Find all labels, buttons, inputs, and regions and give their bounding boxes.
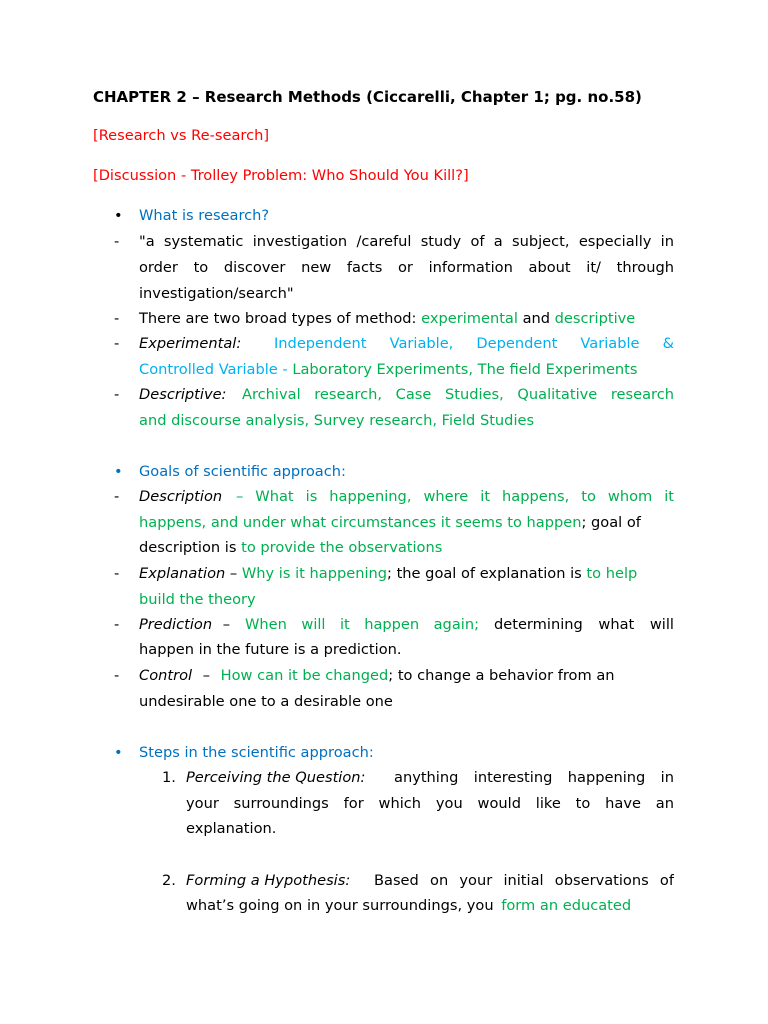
step-number: 1. [162, 769, 176, 786]
dash-glyph: - [114, 488, 120, 505]
description-goal: description is [139, 539, 237, 556]
descriptive-label: Descriptive: [139, 386, 227, 403]
description-goal: ; goal of [581, 514, 641, 531]
note-research-vs-research: [Research vs Re-search] [93, 127, 270, 144]
explanation-label: Explanation [139, 565, 226, 582]
definition-line: order to discover new facts or information about it/ through [139, 259, 674, 276]
section-heading: Goals of scientific approach: [139, 463, 346, 480]
section-heading: What is research? [139, 207, 270, 224]
explanation-goal: ; the goal of explanation is [387, 565, 582, 582]
dash-glyph: - [114, 565, 120, 582]
prediction-dash: – [222, 616, 231, 633]
explanation-text: Why is it happening [241, 565, 388, 582]
prediction-goal: happen in the future is a prediction. [139, 641, 402, 658]
prediction-text: When will it happen again; [245, 616, 479, 633]
control-goal-start: ; to change a behavior from an [388, 667, 615, 684]
type-descriptive: descriptive [554, 310, 636, 327]
step-label: Forming a Hypothesis: [186, 872, 351, 889]
dash-glyph: - [114, 386, 120, 403]
explanation-goal-text: build the theory [139, 591, 256, 608]
definition-line: "a systematic investigation /careful study of a subject, especially in [139, 233, 674, 250]
dash-glyph: - [114, 335, 120, 352]
experimental-label: Experimental: [139, 335, 242, 352]
bullet-glyph: • [114, 207, 123, 224]
control-label: Control [139, 667, 193, 684]
descriptive-methods: Archival research, Case Studies, Qualitative research [242, 386, 674, 403]
explanation-dash: – [229, 565, 238, 582]
definition-line: investigation/search" [139, 285, 294, 302]
control-dash: – [202, 667, 211, 684]
descriptive-methods: and discourse analysis, Survey research, Field Studies [139, 412, 535, 429]
section-heading: Steps in the scientific approach: [139, 744, 374, 761]
types-text: There are two broad types of method: [139, 310, 417, 327]
description-label: Description [139, 488, 223, 505]
step-highlight: form an educated [501, 897, 632, 914]
bullet-glyph: • [114, 744, 123, 761]
description-text: – What is happening, where it happens, to whom it [236, 488, 674, 505]
control-text: How can it be changed [220, 667, 389, 684]
step-text: explanation. [186, 820, 277, 837]
step-text: what’s going on in your surroundings, you [186, 897, 494, 914]
step-label: Perceiving the Question: [186, 769, 366, 786]
dash-glyph: - [114, 616, 120, 633]
prediction-label: Prediction [139, 616, 213, 633]
dash-glyph: - [114, 667, 120, 684]
bullet-glyph: • [114, 463, 123, 480]
description-text: happens, and under what circumstances it seems to happen [139, 514, 582, 531]
explanation-goal-text: to help [586, 565, 638, 582]
types-and: and [522, 310, 551, 327]
step-text: Based on your initial observations of [374, 872, 674, 889]
prediction-goal: determining what will [493, 616, 674, 633]
dash-glyph: - [114, 310, 120, 327]
type-experimental: experimental [421, 310, 518, 327]
control-goal: undesirable one to a desirable one [139, 693, 393, 710]
experimental-types: Laboratory Experiments, The field Experiments [292, 361, 638, 378]
dash-glyph: - [114, 233, 120, 250]
step-number: 2. [162, 872, 176, 889]
experimental-variables: Independent Variable, Dependent Variable & [274, 335, 674, 352]
experimental-variables: Controlled Variable - [139, 361, 288, 378]
step-text: your surroundings for which you would like to have an [186, 795, 674, 812]
description-goal-text: to provide the observations [241, 539, 443, 556]
step-text: anything interesting happening in [394, 769, 674, 786]
note-trolley-problem: [Discussion - Trolley Problem: Who Should You Kill?] [93, 167, 469, 184]
chapter-title: CHAPTER 2 – Research Methods (Ciccarelli, Chapter 1; pg. no.58) [93, 88, 642, 106]
